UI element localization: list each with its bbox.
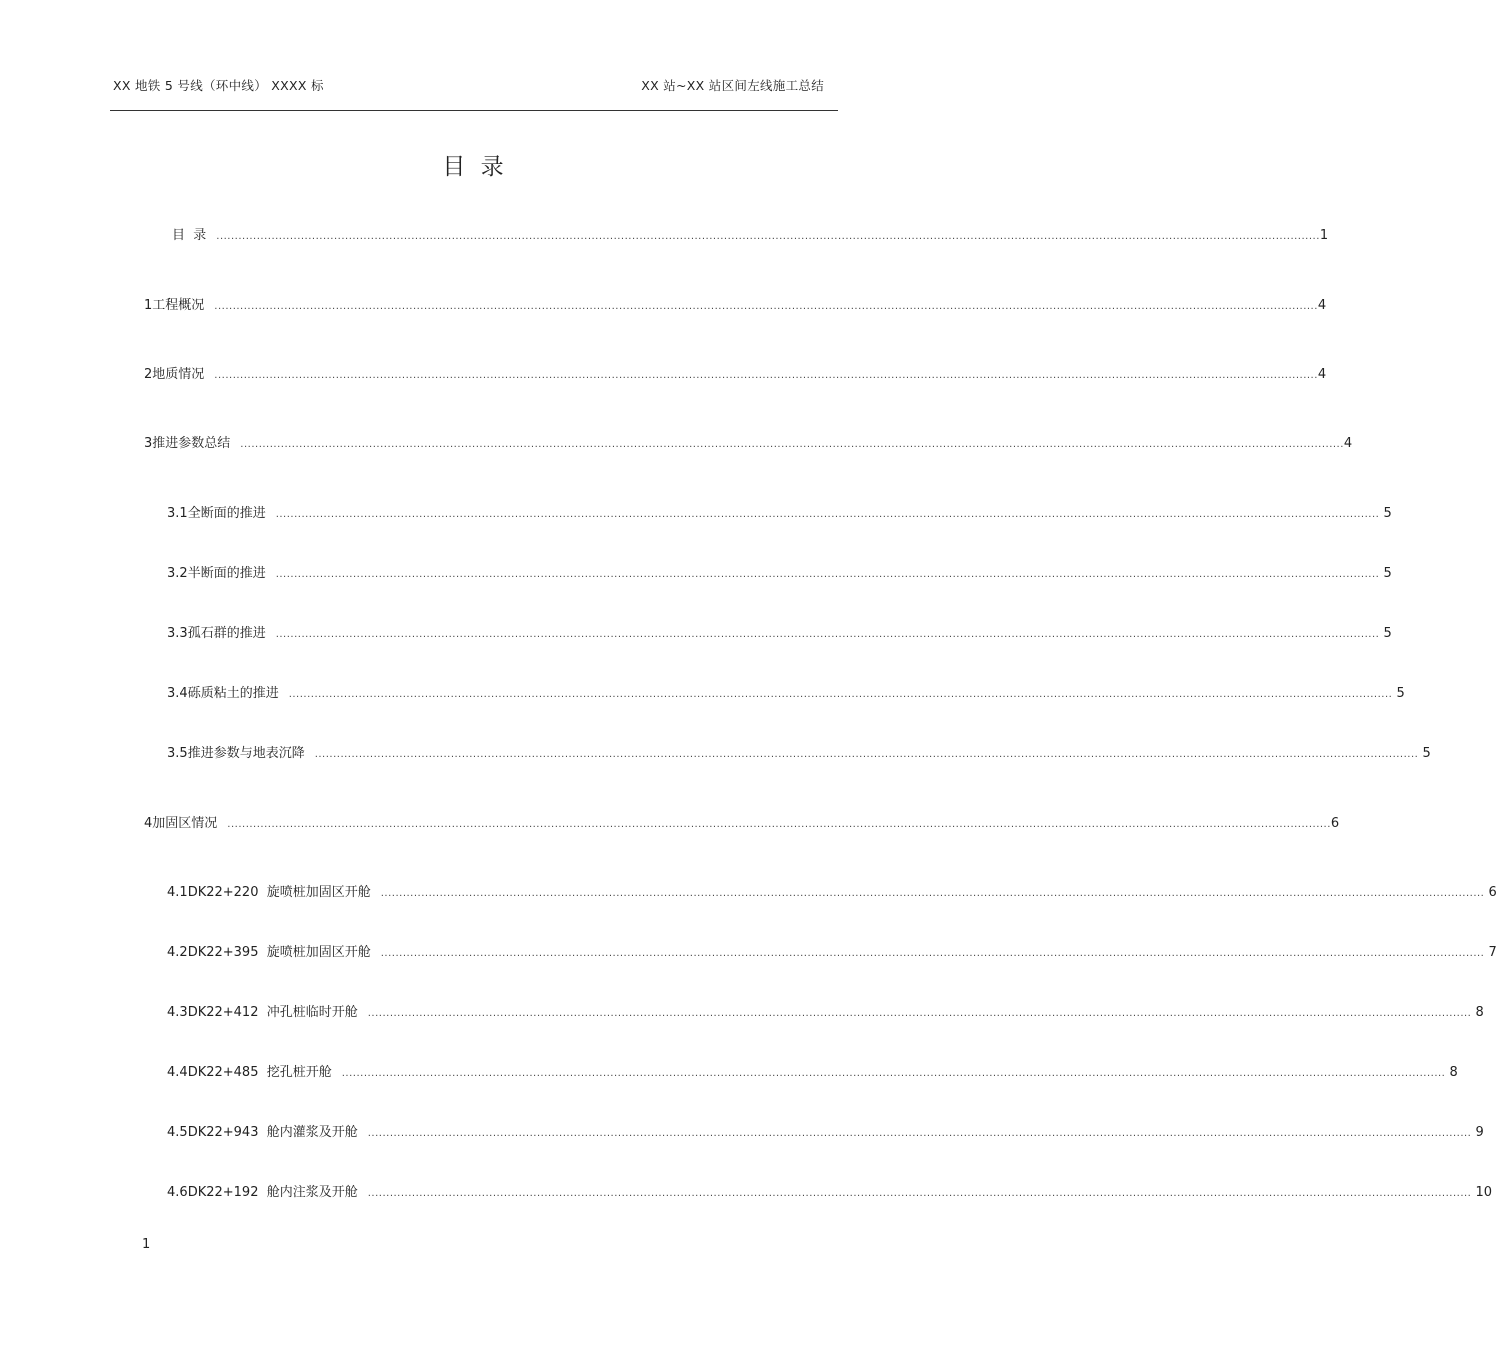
toc-entry-number: 4.1 xyxy=(167,885,188,900)
toc-dot-leader: ............................................................................................................................................................................................................................................................................................................ xyxy=(314,749,1419,760)
toc-entry[interactable] xyxy=(167,624,1392,645)
header-document-name: XX 站~XX 站区间左线施工总结 xyxy=(641,78,824,93)
toc-entry[interactable] xyxy=(167,1003,1484,1024)
toc-entry-page: 9 xyxy=(1471,1125,1484,1140)
toc-entry-label: 目 录 xyxy=(172,228,207,243)
toc-entry-page: 5 xyxy=(1418,746,1431,761)
toc-entry-label: 加固区情况 xyxy=(152,816,218,831)
toc-dot-leader: ............................................................................................................................................................................................................................................................................................................ xyxy=(367,1188,1472,1199)
toc-entry[interactable] xyxy=(144,365,1327,386)
toc-entry-page: 7 xyxy=(1484,945,1497,960)
toc-entry[interactable] xyxy=(172,226,1329,247)
toc-entry-number: 4.5 xyxy=(167,1125,188,1140)
header-divider xyxy=(110,110,838,111)
toc-dot-leader: ............................................................................................................................................................................................................................................................................................................ xyxy=(240,439,1344,450)
toc-dot-leader: ............................................................................................................................................................................................................................................................................................................ xyxy=(367,1008,1472,1019)
toc-entry-label: DK22+192 舱内注浆及开舱 xyxy=(187,1185,358,1200)
toc-entry-number: 4.2 xyxy=(167,945,188,960)
toc-entry-page: 5 xyxy=(1379,566,1392,581)
toc-entry-number: 3.5 xyxy=(167,746,188,761)
toc-entry-page: 6 xyxy=(1330,816,1340,831)
toc-entry-page: 8 xyxy=(1445,1065,1458,1080)
toc-dot-leader: ............................................................................................................................................................................................................................................................................................................ xyxy=(216,231,1320,242)
toc-entry-label: DK22+485 挖孔桩开舱 xyxy=(187,1065,332,1080)
toc-entry-number: 1 xyxy=(144,298,153,313)
toc-entry[interactable] xyxy=(167,943,1497,964)
toc-entry-number: 2 xyxy=(144,367,153,382)
toc-entry-page: 1 xyxy=(1319,228,1329,243)
toc-entry-number: 3.1 xyxy=(167,506,188,521)
toc-entry-label: DK22+412 冲孔桩临时开舱 xyxy=(187,1005,358,1020)
toc-entry-number: 3 xyxy=(144,436,153,451)
toc-entry-page: 5 xyxy=(1379,626,1392,641)
toc-entry[interactable] xyxy=(167,1183,1493,1204)
toc-entry-number: 4.4 xyxy=(167,1065,188,1080)
toc-entry[interactable] xyxy=(167,744,1431,765)
toc-entry-label: 推进参数与地表沉降 xyxy=(187,746,305,761)
toc-dot-leader: ............................................................................................................................................................................................................................................................................................................ xyxy=(288,689,1393,700)
toc-entry-page: 10 xyxy=(1471,1185,1493,1200)
toc-entry[interactable] xyxy=(167,1123,1484,1144)
toc-entry[interactable] xyxy=(167,1063,1458,1084)
toc-entry-label: 全断面的推进 xyxy=(187,506,266,521)
toc-entry[interactable] xyxy=(167,564,1392,585)
toc-entry-page: 8 xyxy=(1471,1005,1484,1020)
toc-entry[interactable] xyxy=(144,814,1340,835)
toc-entry-page: 5 xyxy=(1392,686,1405,701)
toc-entry-label: 孤石群的推进 xyxy=(187,626,266,641)
toc-entry[interactable] xyxy=(144,434,1353,455)
toc-dot-leader: ............................................................................................................................................................................................................................................................................................................ xyxy=(380,888,1485,899)
toc-dot-leader: ............................................................................................................................................................................................................................................................................................................ xyxy=(275,509,1380,520)
toc-entry-label: DK22+220 旋喷桩加固区开舱 xyxy=(187,885,371,900)
toc-entry-number: 3.2 xyxy=(167,566,188,581)
toc-dot-leader: ............................................................................................................................................................................................................................................................................................................ xyxy=(275,629,1380,640)
toc-entry-page: 4 xyxy=(1317,367,1327,382)
toc-entry-label: 推进参数总结 xyxy=(152,436,231,451)
toc-entry-label: DK22+395 旋喷桩加固区开舱 xyxy=(187,945,371,960)
toc-entry-label: DK22+943 舱内灌浆及开舱 xyxy=(187,1125,358,1140)
toc-entry[interactable] xyxy=(167,504,1392,525)
toc-entry-page: 6 xyxy=(1484,885,1497,900)
toc-entry-number: 3.4 xyxy=(167,686,188,701)
toc-dot-leader: ............................................................................................................................................................................................................................................................................................................ xyxy=(227,819,1331,830)
toc-entry-page: 4 xyxy=(1343,436,1353,451)
toc-entry-number: 4 xyxy=(144,816,153,831)
toc-entry-page: 4 xyxy=(1317,298,1327,313)
toc-entry-label: 地质情况 xyxy=(152,367,205,382)
header-project-name: XX 地铁 5 号线（环中线） XXXX 标 xyxy=(113,78,324,93)
toc-entry-number: 4.6 xyxy=(167,1185,188,1200)
toc-dot-leader: ............................................................................................................................................................................................................................................................................................................ xyxy=(275,569,1380,580)
toc-dot-leader: ............................................................................................................................................................................................................................................................................................................ xyxy=(214,370,1318,381)
toc-dot-leader: ............................................................................................................................................................................................................................................................................................................ xyxy=(341,1068,1446,1079)
toc-entry-number: 4.3 xyxy=(167,1005,188,1020)
toc-entry-page: 5 xyxy=(1379,506,1392,521)
page-number: 1 xyxy=(142,1237,151,1252)
toc-entry-number: 3.3 xyxy=(167,626,188,641)
toc-dot-leader: ............................................................................................................................................................................................................................................................................................................ xyxy=(214,301,1318,312)
toc-dot-leader: ............................................................................................................................................................................................................................................................................................................ xyxy=(380,948,1485,959)
toc-entry[interactable] xyxy=(167,883,1497,904)
toc-entry[interactable] xyxy=(144,296,1327,317)
toc-dot-leader: ............................................................................................................................................................................................................................................................................................................ xyxy=(367,1128,1472,1139)
toc-entry-label: 砾质粘土的推进 xyxy=(187,686,279,701)
toc-entry[interactable] xyxy=(167,684,1405,705)
toc-entry-label: 半断面的推进 xyxy=(187,566,266,581)
toc-entry-label: 工程概况 xyxy=(152,298,205,313)
page-title: 目 录 xyxy=(442,154,508,180)
